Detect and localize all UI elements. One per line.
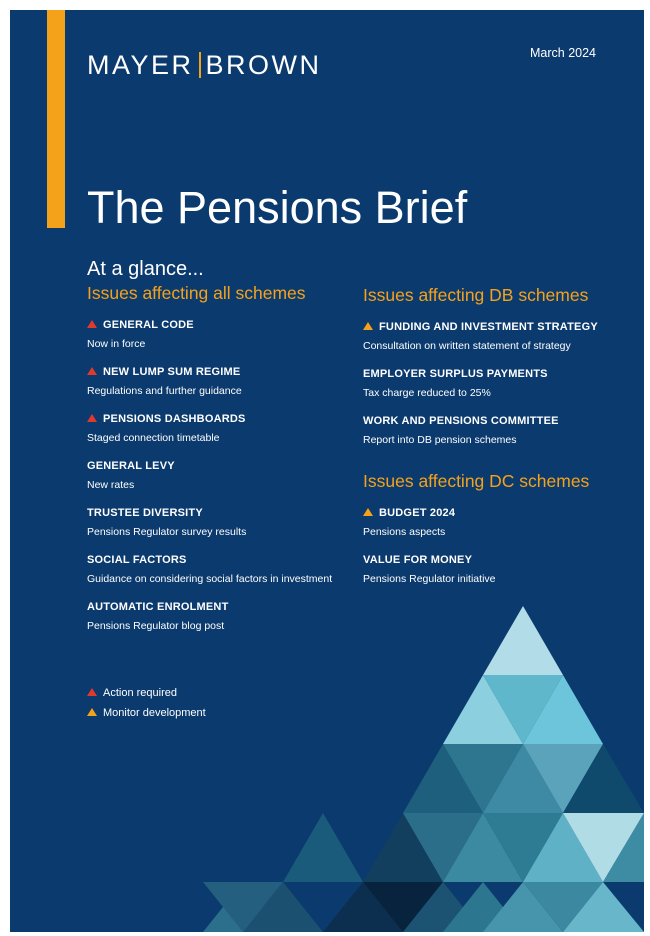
action-triangle-icon (87, 688, 97, 696)
issue-item (87, 600, 367, 633)
issue-title (87, 318, 367, 332)
issue-description: Now in force (87, 338, 146, 350)
issue-item (87, 318, 367, 351)
issue-title-text: WORK AND PENSIONS COMMITTEE (363, 415, 559, 427)
issue-title-text: PENSIONS DASHBOARDS (103, 413, 246, 425)
issue-title-text: SOCIAL FACTORS (87, 554, 187, 566)
db-dc-column (363, 285, 643, 600)
action-triangle-icon (87, 367, 97, 375)
issue-title (363, 506, 643, 520)
issue-item (363, 367, 643, 400)
logo-separator (199, 52, 201, 78)
issue-title-text: AUTOMATIC ENROLMENT (87, 601, 229, 613)
issue-title (87, 412, 367, 426)
issue-title-text: EMPLOYER SURPLUS PAYMENTS (363, 368, 548, 380)
issue-item (363, 414, 643, 447)
logo-left: MAYER (87, 50, 194, 80)
issue-description: Staged connection timetable (87, 432, 220, 444)
issue-description: Regulations and further guidance (87, 385, 242, 397)
issue-date: March 2024 (530, 46, 597, 60)
legend-action (87, 686, 206, 700)
issue-title-text: BUDGET 2024 (379, 507, 456, 519)
issue-item (87, 412, 367, 445)
issue-title-text: GENERAL CODE (103, 319, 194, 331)
db-schemes-heading: Issues affecting DB schemes (363, 285, 589, 305)
page-title: The Pensions Brief (87, 182, 468, 233)
issue-title (363, 320, 643, 334)
issue-title-text: NEW LUMP SUM REGIME (103, 366, 241, 378)
issue-title (87, 600, 367, 614)
issue-item (363, 506, 643, 539)
legend-monitor-label: Monitor development (103, 707, 206, 719)
issue-description: Pensions aspects (363, 526, 446, 538)
monitor-triangle-icon (363, 508, 373, 516)
monitor-triangle-icon (363, 322, 373, 330)
issue-description: Pensions Regulator survey results (87, 526, 247, 538)
legend-action-label: Action required (103, 687, 177, 699)
issue-title (87, 365, 367, 379)
all-schemes-heading: Issues affecting all schemes (87, 283, 306, 303)
action-triangle-icon (87, 414, 97, 422)
monitor-triangle-icon (87, 708, 97, 716)
issue-title (87, 553, 367, 567)
issue-description: Pensions Regulator initiative (363, 573, 496, 585)
issue-item (363, 320, 643, 353)
issue-description: Report into DB pension schemes (363, 434, 517, 446)
issue-item (87, 365, 367, 398)
issue-item (363, 553, 643, 586)
legend-monitor (87, 706, 206, 720)
issue-description: Tax charge reduced to 25% (363, 387, 491, 399)
action-triangle-icon (87, 320, 97, 328)
at-a-glance-heading: At a glance... (87, 258, 204, 280)
issue-description: Guidance on considering social factors in investment (87, 573, 333, 585)
issue-title (363, 367, 643, 381)
all-schemes-column (87, 283, 367, 647)
all-schemes-list (87, 318, 367, 633)
issue-description: Consultation on written statement of strategy (363, 340, 571, 352)
issue-title (363, 414, 643, 428)
issue-title (363, 553, 643, 567)
issue-description: New rates (87, 479, 135, 491)
issue-title (87, 506, 367, 520)
logo-right: BROWN (205, 50, 322, 80)
cover-page (10, 10, 644, 932)
issue-title-text: VALUE FOR MONEY (363, 554, 473, 566)
issue-item (87, 506, 367, 539)
issue-title-text: TRUSTEE DIVERSITY (87, 507, 203, 519)
issue-title-text: GENERAL LEVY (87, 460, 175, 472)
accent-bar (47, 10, 65, 228)
issue-title-text: FUNDING AND INVESTMENT STRATEGY (379, 321, 598, 333)
dc-schemes-heading: Issues affecting DC schemes (363, 471, 590, 491)
issue-description: Pensions Regulator blog post (87, 620, 225, 632)
legend (87, 686, 206, 726)
mayer-brown-logo (87, 50, 322, 81)
db-schemes-list (363, 320, 643, 447)
issue-title (87, 459, 367, 473)
issue-item (87, 553, 367, 586)
issue-item (87, 459, 367, 492)
dc-schemes-list (363, 506, 643, 586)
